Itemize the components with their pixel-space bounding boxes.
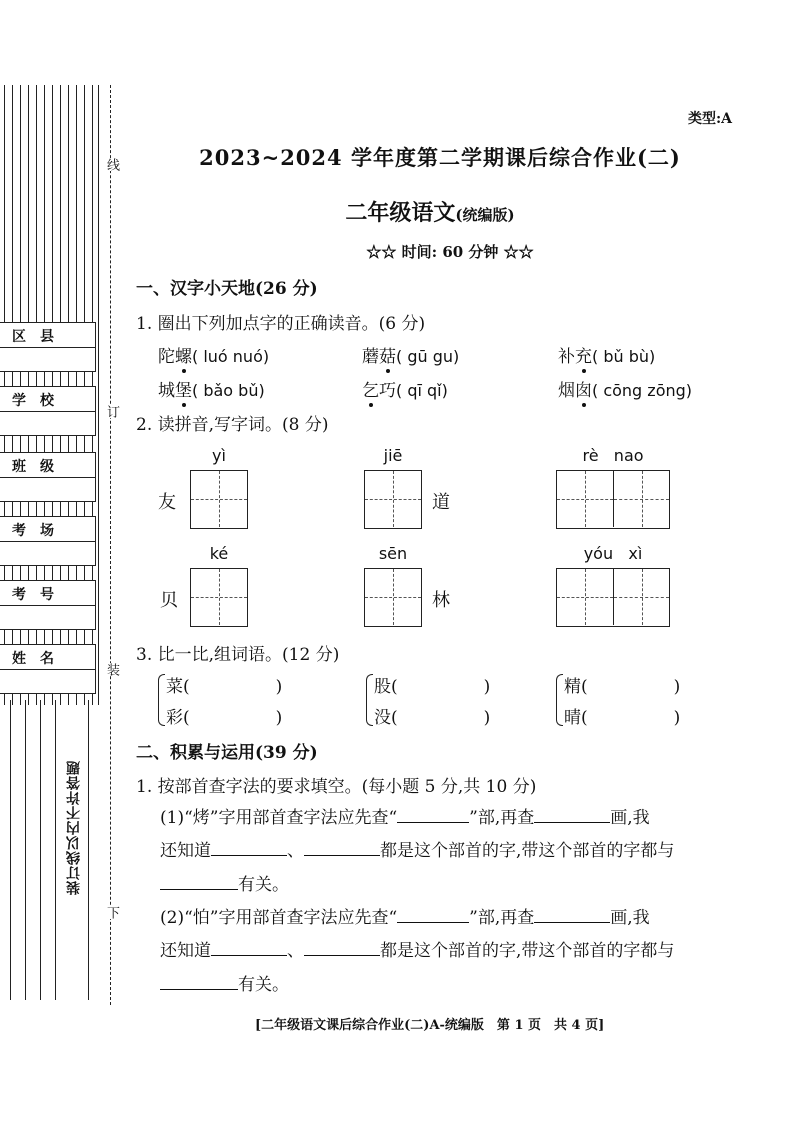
field-label: 姓 名 [12,651,54,667]
answer-blank[interactable] [534,808,610,823]
dotted-char: 囱 [575,376,592,401]
pinyin-options[interactable]: ( gū gu) [396,347,460,366]
grid-guide [393,569,394,625]
pinyin-options[interactable]: ( qī qǐ) [396,381,448,400]
question-label: 2. 读拼音,写字词。(8 分) [136,415,329,435]
fill-text: 画,我 [610,808,650,828]
field-class[interactable] [0,452,96,502]
binding-line [88,700,89,1000]
dotted-char: 充 [575,342,592,367]
pinyin-options[interactable]: ( bǎo bǔ) [192,381,265,400]
fill-line [160,870,289,895]
brace [158,674,165,726]
pinyin-choice-item [558,342,655,367]
answer-blank[interactable] [304,841,380,856]
answer-blank[interactable] [398,678,484,692]
dotted-char: 乞 [362,376,379,401]
grid-cell[interactable] [365,569,421,625]
answer-blank[interactable] [190,678,276,692]
field-district[interactable] [0,322,96,372]
answer-blank[interactable] [160,975,238,990]
writing-grid[interactable] [364,568,422,627]
fill-text: 、 [287,941,304,961]
page-footer: [二年级语文课后综合作业(二)A-统编版 第 1 页 共 4 页] [255,1018,605,1033]
fill-text: 都是这个部首的字,带这个部首的字都与 [380,841,675,861]
binding-line [98,85,99,705]
subtitle-edition: (统编版) [455,206,515,224]
grid-cell[interactable] [613,471,669,527]
fill-text: (2)“怕”字用部首查字法应先查“ [160,908,398,928]
answer-blank[interactable] [397,908,469,923]
field-exam-number[interactable] [0,580,96,630]
word-char: 贝 [160,590,178,611]
pinyin-prompt: sēn [378,544,408,563]
cut-line [110,85,111,1005]
fill-text: 画,我 [610,908,650,928]
fill-text: 、 [287,841,304,861]
grid-cell[interactable] [191,471,247,527]
field-school[interactable] [0,386,96,436]
fill-text: 都是这个部首的字,带这个部首的字都与 [380,941,675,961]
section-heading: 一、汉字小天地(26 分) [136,279,318,299]
grid-guide [642,471,643,527]
fill-line [160,936,674,961]
fill-line [160,970,289,995]
question-label: 1. 圈出下列加点字的正确读音。(6 分) [136,314,426,334]
binding-line [25,700,26,1000]
subtitle-main: 二年级语文 [345,200,456,226]
grid-guide [585,471,586,527]
fill-line [160,903,650,928]
pinyin-prompt: ké [209,544,229,563]
pinyin-prompt: yì [212,446,226,465]
answer-blank[interactable] [190,709,276,723]
fill-text: 还知道 [160,941,211,961]
grid-cell[interactable] [557,471,613,527]
compare-item [374,703,490,728]
compare-item [166,672,282,697]
compare-char: 没( [374,708,398,728]
grid-guide [585,569,586,625]
field-label: 考 号 [12,587,54,603]
close-paren: ) [483,708,491,728]
pinyin-choice-item [362,376,448,401]
close-paren: ) [483,677,491,697]
pinyin-options[interactable]: ( bǔ bù) [592,347,656,366]
answer-blank[interactable] [211,841,287,856]
grid-cell[interactable] [613,569,669,625]
dotted-char: 堡 [175,376,192,401]
time-limit: ☆☆ 时间: 60 分钟 ☆☆ [366,243,534,261]
compare-item [564,703,680,728]
compare-item [374,672,490,697]
close-paren: ) [673,677,681,697]
compare-char: 股( [374,677,398,697]
pinyin-prompt: jiē [383,446,403,465]
question-label: 3. 比一比,组词语。(12 分) [136,645,340,665]
word-char: 陀 [158,347,175,367]
field-label: 区 县 [12,329,54,345]
fill-line [160,836,674,861]
close-paren: ) [673,708,681,728]
grid-guide [393,471,394,527]
word-char: 巧 [379,381,396,401]
word-char: 烟 [558,381,575,401]
fill-line [160,803,650,828]
pinyin-choice-item [362,342,459,367]
compare-item [564,672,680,697]
field-label: 考 场 [12,523,54,539]
grid-cell[interactable] [557,569,613,625]
compare-char: 晴( [564,708,588,728]
answer-blank[interactable] [397,808,469,823]
brace [556,674,563,726]
side-char-ding: 订 [104,405,119,418]
dotted-char: 螺 [175,342,192,367]
grid-guide [642,569,643,625]
answer-blank[interactable] [588,709,674,723]
dotted-char: 菇 [379,342,396,367]
writing-grid[interactable] [364,470,422,529]
pinyin-options[interactable]: ( luó nuó) [192,347,270,366]
pinyin-choice-item [558,376,692,401]
grid-guide [219,471,220,527]
question-label: 1. 按部首查字法的要求填空。(每小题 5 分,共 10 分) [136,777,537,797]
grid-cell[interactable] [191,569,247,625]
type-label: 类型:A [688,111,733,127]
grid-guide [219,569,220,625]
grid-cell[interactable] [365,471,421,527]
side-char-xia: 下 [104,906,119,919]
fill-text: ”部,再查 [469,808,535,828]
close-paren: ) [275,708,283,728]
pinyin-options[interactable]: ( cōng zōng) [592,381,693,400]
word-char: 蘑 [362,347,379,367]
section-heading: 二、积累与运用(39 分) [136,743,318,763]
writing-grid[interactable] [556,568,670,627]
answer-blank[interactable] [588,678,674,692]
field-label: 班 级 [12,459,54,475]
word-char: 林 [432,590,450,611]
field-label: 学 校 [12,393,54,409]
side-char-zhuang: 装 [104,663,119,676]
brace [366,674,373,726]
binding-line [55,700,56,1000]
side-char-xian: 线 [104,158,119,171]
compare-item [166,703,282,728]
pinyin-prompt: yóu xì [583,544,643,563]
binding-line [10,700,11,1000]
field-exam-room[interactable] [0,516,96,566]
binding-line [40,700,41,1000]
pinyin-choice-item [158,376,265,401]
fill-text: 还知道 [160,841,211,861]
word-char: 道 [432,492,450,513]
word-char: 友 [158,492,176,513]
answer-blank[interactable] [211,941,287,956]
pinyin-prompt: rè nao [582,446,644,465]
writing-grid[interactable] [190,470,248,529]
binding-note: 装订线以内不许答题 [66,760,82,895]
close-paren: ) [275,677,283,697]
writing-grid[interactable] [556,470,670,529]
fill-text: (1)“烤”字用部首查字法应先查“ [160,808,398,828]
word-char: 城 [158,381,175,401]
pinyin-choice-item [158,342,269,367]
compare-char: 彩( [166,708,190,728]
answer-blank[interactable] [534,908,610,923]
compare-char: 菜( [166,677,190,697]
field-name[interactable] [0,644,96,694]
compare-char: 精( [564,677,588,697]
page-title: 2023~2024 学年度第二学期课后综合作业(二) [199,145,681,170]
word-char: 补 [558,347,575,367]
writing-grid[interactable] [190,568,248,627]
answer-blank[interactable] [304,941,380,956]
answer-blank[interactable] [160,875,238,890]
fill-text: ”部,再查 [469,908,535,928]
fill-text: 有关。 [238,975,289,995]
page-subtitle [280,196,580,227]
fill-text: 有关。 [238,875,289,895]
answer-blank[interactable] [398,709,484,723]
